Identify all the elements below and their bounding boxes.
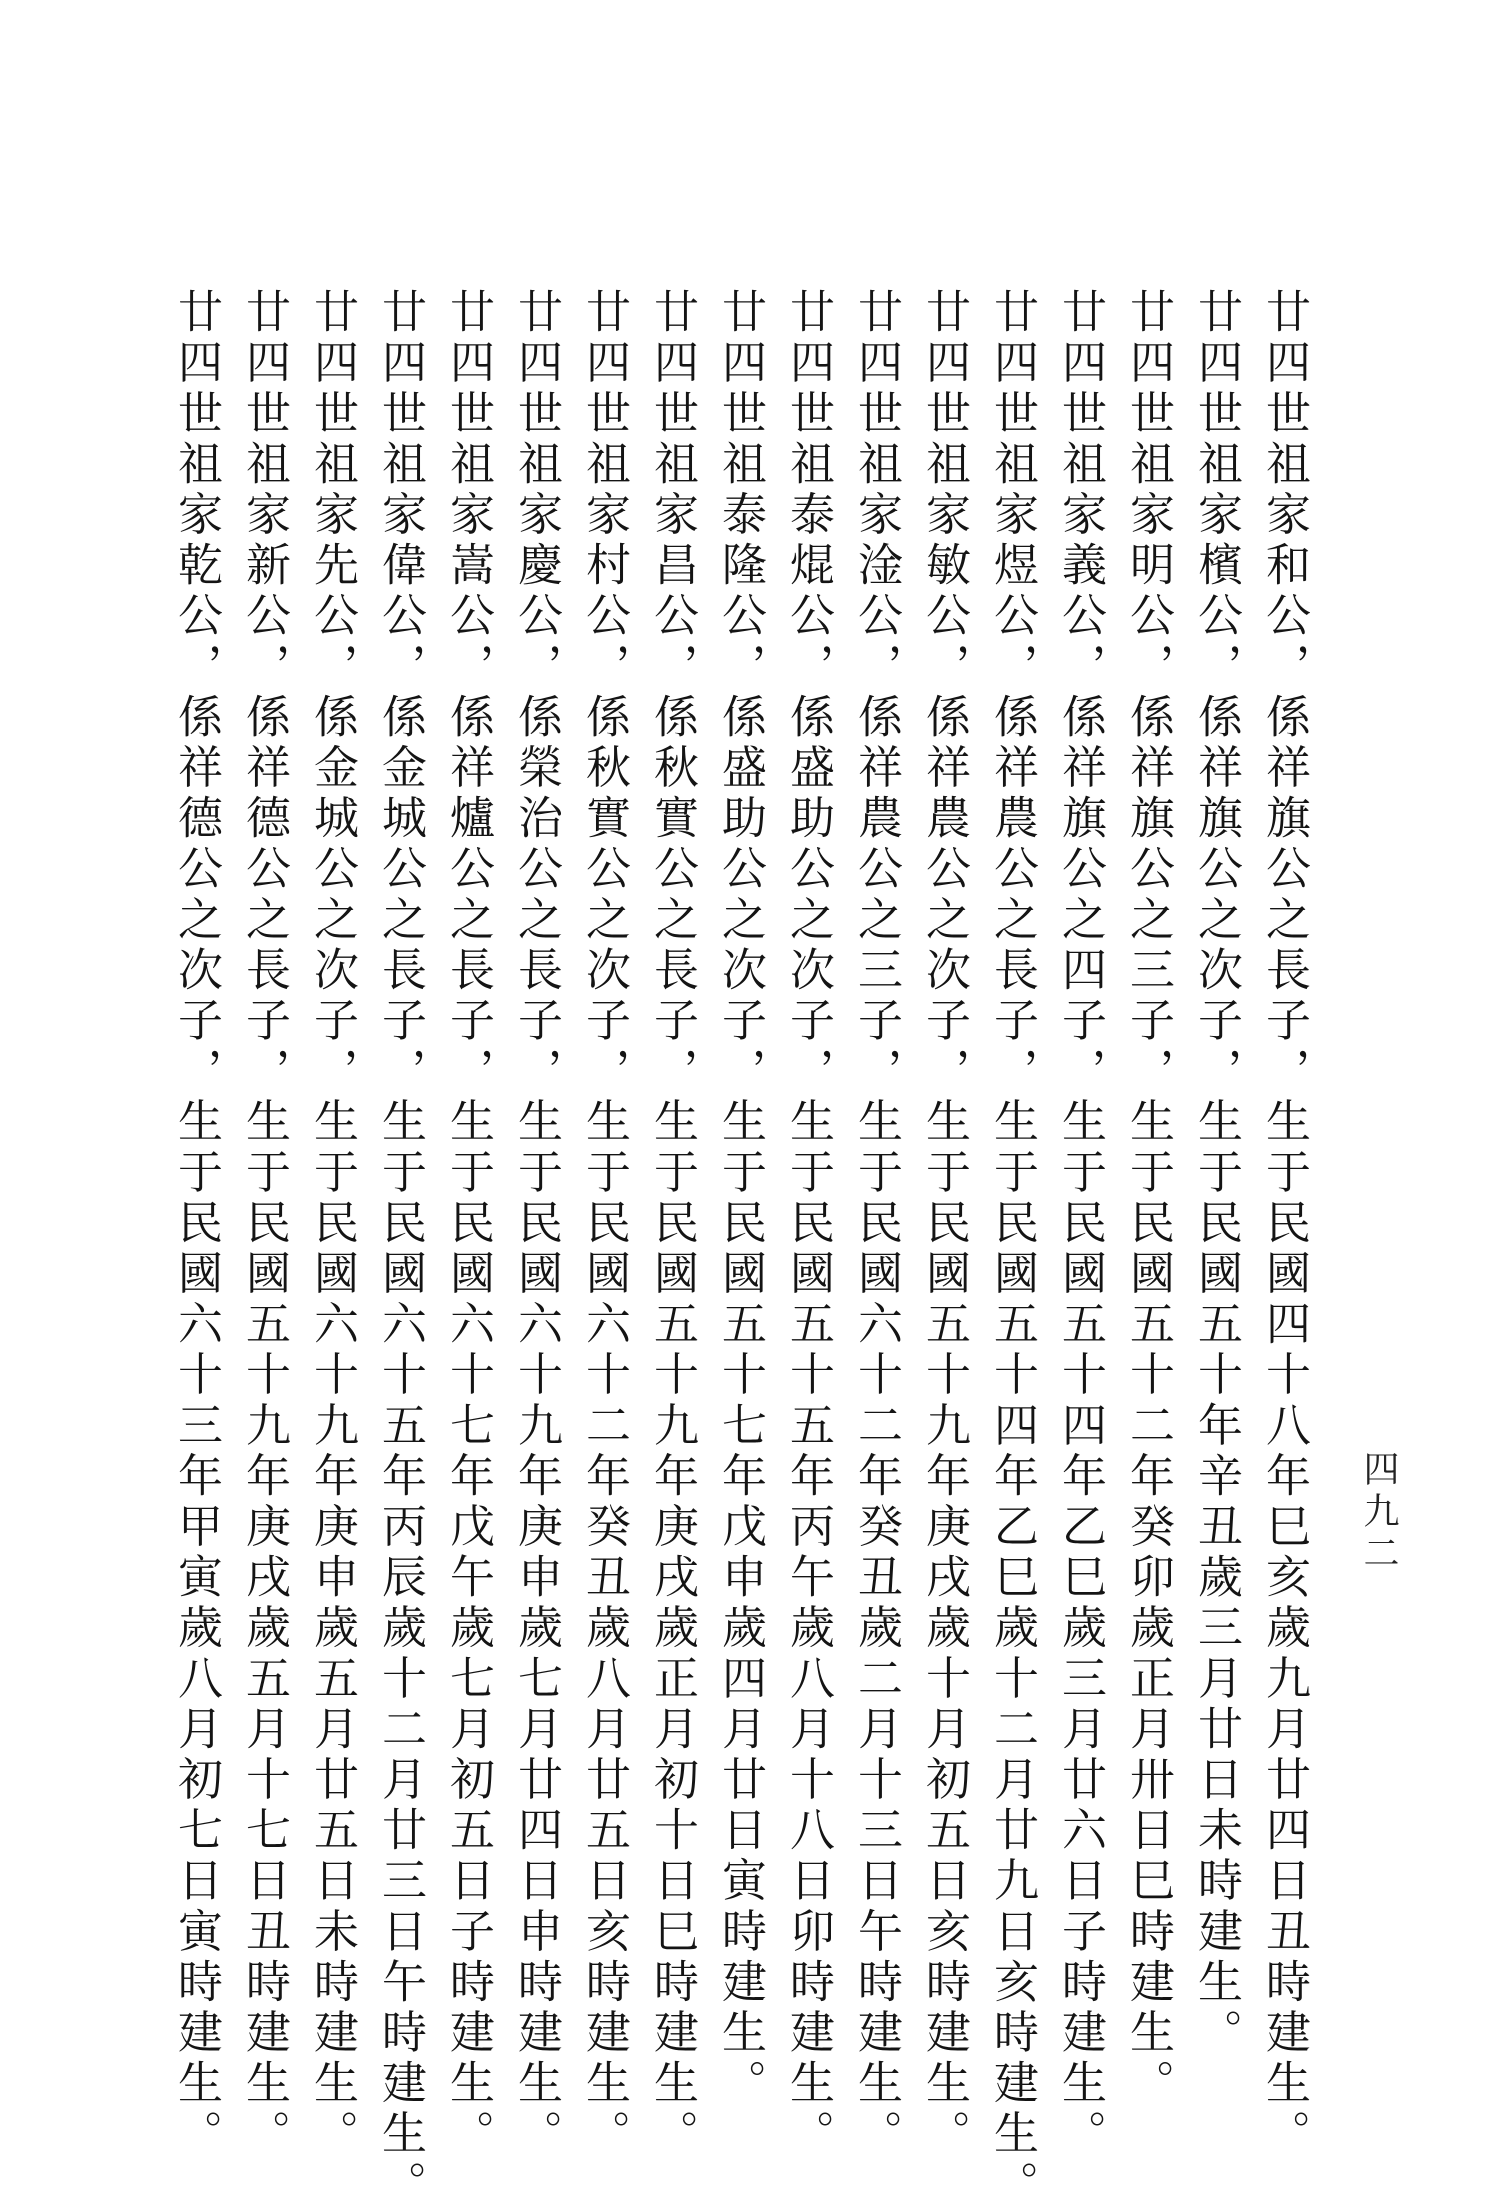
genealogy-entry: 廿四世祖泰隆公，係盛助公之次子，生于民國五十七年戊申歲四月廿日寅時建生。: [714, 288, 767, 2110]
genealogy-entry: 廿四世祖家慶公，係榮治公之長子，生于民國六十九年庚申歲七月廿四日申時建生。: [510, 288, 563, 2161]
genealogy-entry: 廿四世祖泰焜公，係盛助公之次子，生于民國五十五年丙午歲八月十八日卯時建生。: [782, 288, 835, 2161]
genealogy-entry: 廿四世祖家偉公，係金城公之長子，生于民國六十五年丙辰歲十二月廿三日午時建生。: [374, 288, 427, 2211]
genealogy-entry: 廿四世祖家敏公，係祥農公之次子，生于民國五十九年庚戌歲十月初五日亥時建生。: [918, 288, 971, 2161]
genealogy-entry: 廿四世祖家嵩公，係祥爐公之長子，生于民國六十七年戊午歲七月初五日子時建生。: [442, 288, 495, 2161]
genealogy-entry: 廿四世祖家淦公，係祥農公之三子，生于民國六十二年癸丑歲二月十三日午時建生。: [850, 288, 903, 2161]
genealogy-entry: 廿四世祖家乾公，係祥德公之次子，生于民國六十三年甲寅歲八月初七日寅時建生。: [170, 288, 223, 2161]
genealogy-entry: 廿四世祖家和公，係祥旗公之長子，生于民國四十八年巳亥歲九月廿四日丑時建生。: [1258, 288, 1311, 2161]
genealogy-entry: 廿四世祖家新公，係祥德公之長子，生于民國五十九年庚戌歲五月十七日丑時建生。: [238, 288, 291, 2161]
genealogy-entry: 廿四世祖家村公，係秋實公之次子，生于民國六十二年癸丑歲八月廿五日亥時建生。: [578, 288, 631, 2161]
genealogy-entry: 廿四世祖家義公，係祥旗公之四子，生于民國五十四年乙巳歲三月廿六日子時建生。: [1054, 288, 1107, 2161]
page-number: 四九二: [1358, 1450, 1399, 1576]
genealogy-entry: 廿四世祖家先公，係金城公之次子，生于民國六十九年庚申歲五月廿五日未時建生。: [306, 288, 359, 2161]
genealogy-entry: 廿四世祖家煜公，係祥農公之長子，生于民國五十四年乙巳歲十二月廿九日亥時建生。: [986, 288, 1039, 2211]
genealogy-entry: 廿四世祖家檳公，係祥旗公之次子，生于民國五十年辛丑歲三月廿日未時建生。: [1190, 288, 1243, 2059]
genealogy-entry: 廿四世祖家昌公，係秋實公之長子，生于民國五十九年庚戌歲正月初十日巳時建生。: [646, 288, 699, 2161]
genealogy-entry: 廿四世祖家明公，係祥旗公之三子，生于民國五十二年癸卯歲正月卅日巳時建生。: [1122, 288, 1175, 2110]
genealogy-text-block: [170, 288, 1311, 2211]
